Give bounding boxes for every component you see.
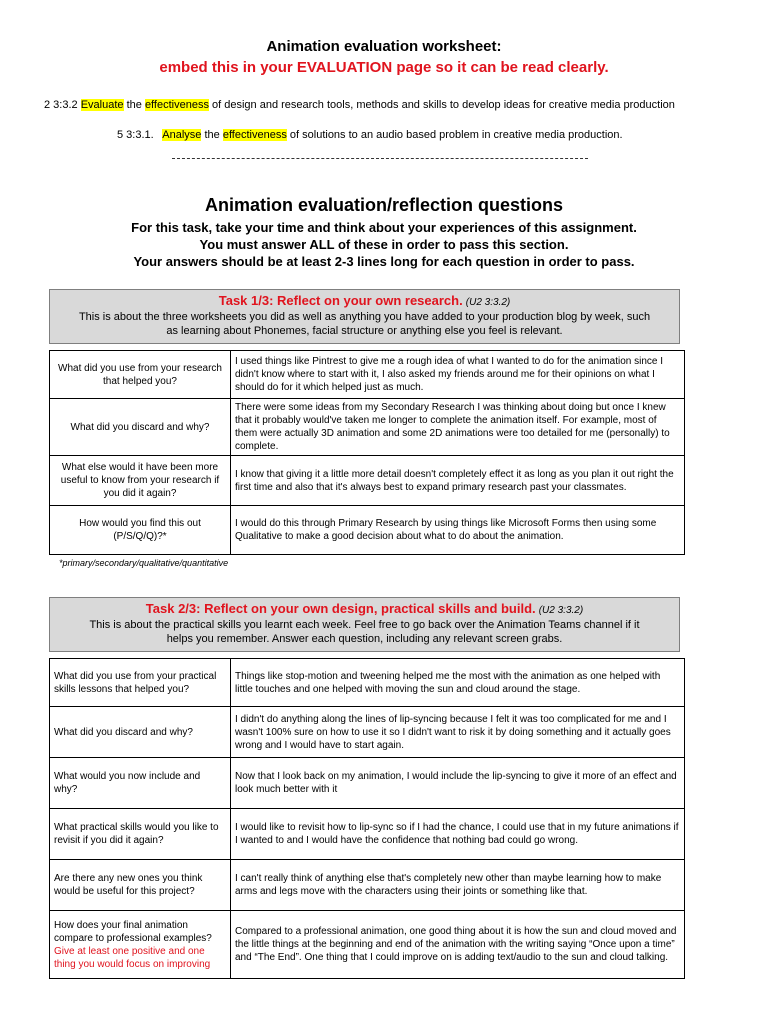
question-cell — [50, 911, 231, 979]
criterion-code: 2 3:3.2 — [44, 99, 78, 111]
task2-header — [49, 597, 680, 652]
table-row — [50, 707, 685, 758]
task2-ref: (U2 3:3.2) — [538, 605, 584, 616]
task1-desc: This is about the three worksheets you did as well as anything you have added to your production blog by week, such — [78, 311, 651, 323]
answer-cell[interactable]: I can't really think of anything else that's completely new other than maybe learning how to make arms and legs move with the characters using their joints or something like that. — [231, 860, 685, 911]
dashed-divider — [172, 158, 588, 159]
table-row — [50, 659, 685, 707]
question-cell: What would you now include and why? — [50, 758, 231, 809]
question-cell: What did you discard and why? — [50, 707, 231, 758]
task1-ref: (U2 3:3.2) — [465, 297, 511, 308]
criterion-text: of solutions to an audio based problem in creative media production. — [289, 129, 623, 141]
question-cell: What practical skills would you like to revisit if you did it again? — [50, 809, 231, 860]
footnote: *primary/secondary/qualitative/quantitative — [59, 558, 229, 568]
table-row — [50, 809, 685, 860]
answer-cell[interactable]: Compared to a professional animation, one good thing about it is how the sun and cloud moved and the little things at the beginning and end of the animation with the writing saying “Once upon a time” and “The End”. One thing that I could improve on is adding text/audio to the sun and cloud talking. — [231, 911, 685, 979]
task2-desc: helps you remember. Answer each question, including any relevant screen grabs. — [166, 633, 563, 645]
answer-cell[interactable]: Things like stop-motion and tweening helped me the most with the animation as one helped with little touches and one helped with moving the sun and cloud around the stage. — [231, 659, 685, 707]
question-cell: What did you use from your research that helped you? — [50, 351, 231, 399]
question-cell: What did you use from your practical skills lessons that helped you? — [50, 659, 231, 707]
answer-cell[interactable]: I would do this through Primary Research by using things like Microsoft Forms then using some Qualitative to make a good decision about what to do about the animation. — [231, 506, 685, 555]
criterion-keyword: effectiveness — [144, 99, 209, 111]
task2-desc: This is about the practical skills you learnt each week. Feel free to go back over the Animation Teams channel if it — [89, 619, 640, 631]
question-cell: Are there any new ones you think would be useful for this project? — [50, 860, 231, 911]
answer-cell[interactable]: There were some ideas from my Secondary Research I was thinking about doing but once I knew that it probably would've taken me longer to complete the animation itself. For example, most of them were actually 3D animation and some 2D animations were too detailed for me (personally) to complete. — [231, 399, 685, 456]
answer-cell[interactable]: Now that I look back on my animation, I would include the lip-syncing to give it more of an effect and look much better with it — [231, 758, 685, 809]
task1-desc: as learning about Phonemes, facial structure or anything else you feel is relevant. — [166, 325, 563, 337]
task1-header — [49, 289, 680, 344]
question-cell: What did you discard and why? — [50, 399, 231, 456]
criterion-line-1 — [44, 99, 675, 111]
answer-cell[interactable]: I didn't do anything along the lines of lip-syncing because I felt it was too complicated for me and I wasn't 100% sure on how to use it so I didn't want to risk it by doing something and it actually goes wrong and I would have to start again. — [231, 707, 685, 758]
worksheet-title: Animation evaluation worksheet: — [266, 38, 502, 55]
table-row — [50, 860, 685, 911]
criterion-code: 5 3:3.1. — [117, 129, 154, 141]
table-row — [50, 399, 685, 456]
criterion-text: of design and research tools, methods and skills to develop ideas for creative media production — [212, 99, 675, 111]
worksheet-instruction: embed this in your EVALUATION page so it can be read clearly. — [159, 59, 609, 76]
answer-cell[interactable]: I used things like Pintrest to give me a rough idea of what I wanted to do for the animation since I didn't know where to start with it, I also asked my friends around me for their opinions on what I should do for it which helped just as much. — [231, 351, 685, 399]
table-row — [50, 506, 685, 555]
criterion-line-2 — [117, 129, 623, 141]
task1-title: Task 1/3: Reflect on your own research. — [218, 293, 463, 308]
question-text: How does your final animation compare to professional examples? — [54, 919, 212, 944]
table-row — [50, 758, 685, 809]
intro-line: Your answers should be at least 2-3 lines long for each question in order to pass. — [133, 254, 635, 269]
intro-line: You must answer ALL of these in order to pass this section. — [199, 237, 569, 252]
criterion-keyword: effectiveness — [222, 129, 287, 141]
table-row — [50, 351, 685, 399]
answer-cell[interactable]: I know that giving it a little more detail doesn't completely effect it as long as you plan it out right the first time and also that it's always best to expand primary research past your classmates. — [231, 456, 685, 506]
criterion-word: the — [126, 99, 142, 111]
question-emphasis: Give at least one positive and one thing you would focus on improving — [54, 945, 211, 970]
criterion-verb: Evaluate — [80, 99, 124, 111]
table-row — [50, 911, 685, 979]
section-heading: Animation evaluation/reflection questions — [204, 195, 564, 215]
criterion-verb: Analyse — [162, 129, 202, 141]
intro-line: For this task, take your time and think about your experiences of this assignment. — [131, 220, 637, 235]
criterion-word: the — [204, 129, 220, 141]
task1-table — [49, 350, 685, 555]
question-cell: How would you find this out (P/S/Q/Q)?* — [50, 506, 231, 555]
task2-title: Task 2/3: Reflect on your own design, practical skills and build. — [145, 601, 536, 616]
intro-text — [0, 219, 768, 270]
task2-table — [49, 658, 685, 979]
question-cell: What else would it have been more useful to know from your research if you did it again? — [50, 456, 231, 506]
answer-cell[interactable]: I would like to revisit how to lip-sync so if I had the chance, I could use that in my future animations if I wanted to and I would have the confidence that nothing bad could go wrong. — [231, 809, 685, 860]
table-row — [50, 456, 685, 506]
